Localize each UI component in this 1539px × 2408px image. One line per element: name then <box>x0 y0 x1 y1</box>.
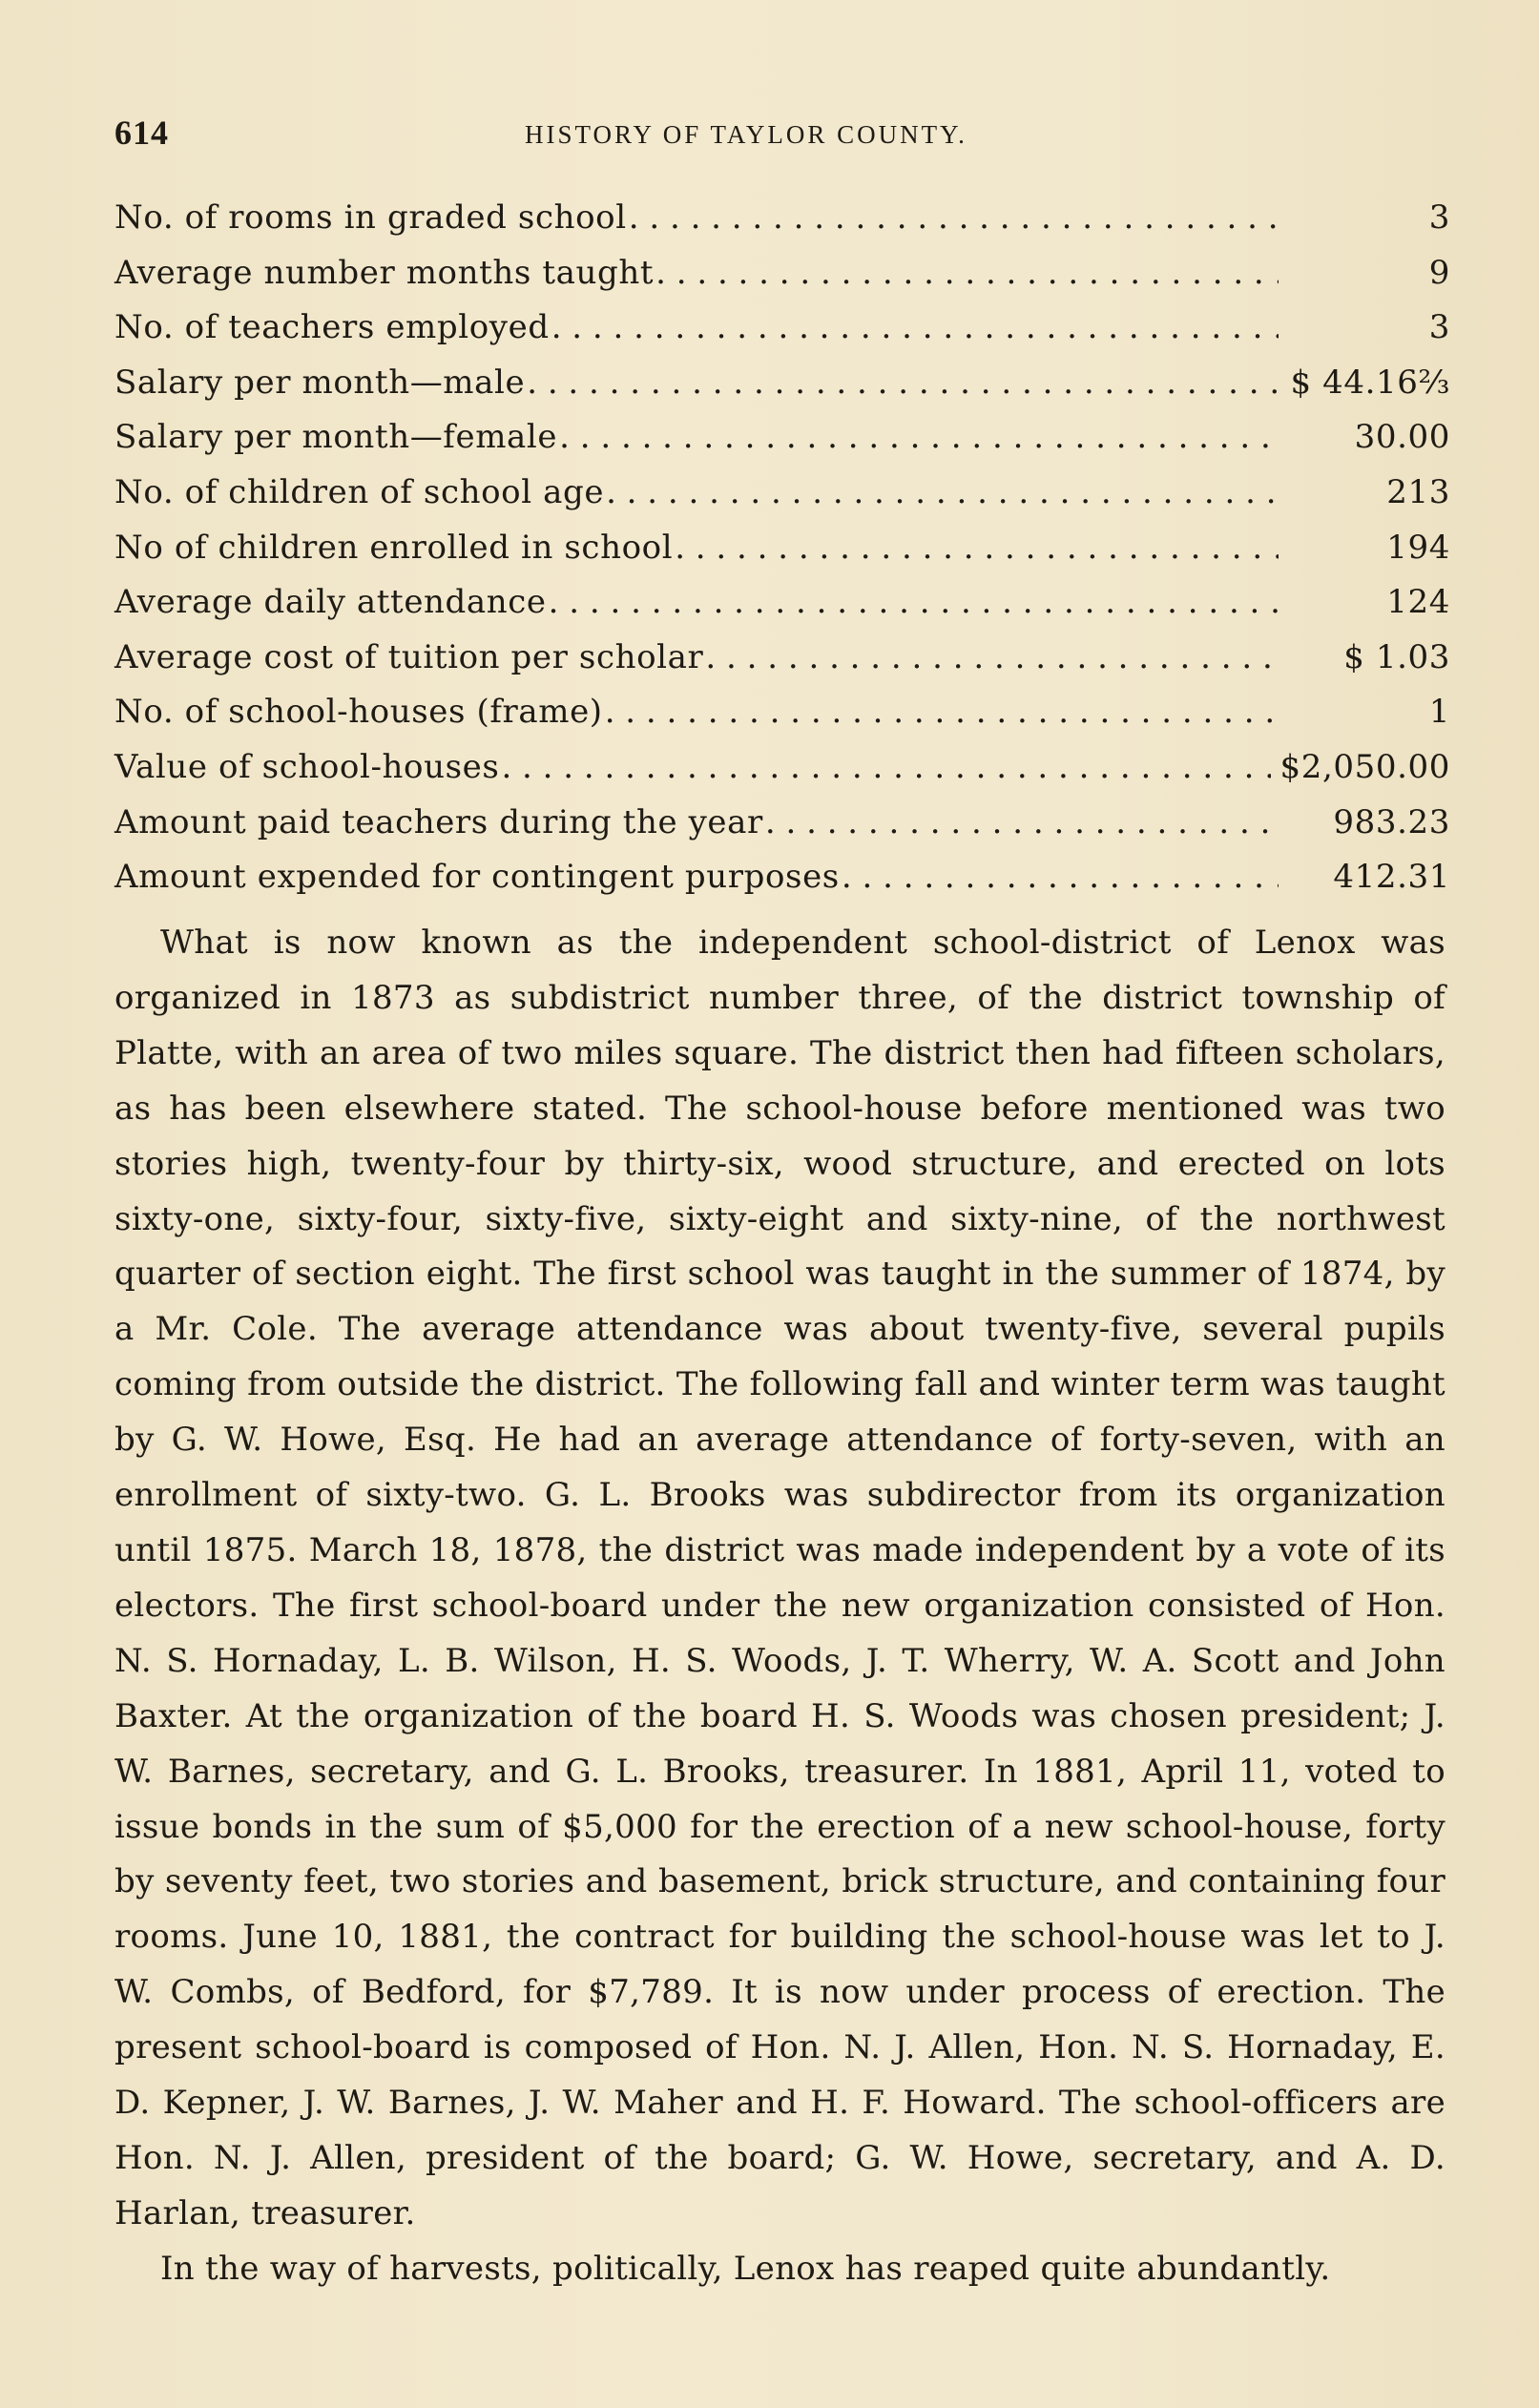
page-header <box>114 113 1450 151</box>
stat-row <box>114 416 1450 471</box>
stat-label: No. of teachers employed <box>114 308 550 347</box>
dot-leader <box>527 362 1279 404</box>
stat-value: $ 44.16⅔ <box>1290 363 1450 402</box>
dot-leader <box>606 471 1279 513</box>
dot-leader <box>559 416 1279 458</box>
stat-label: Average number months taught <box>114 253 655 292</box>
stat-label: Salary per month—female <box>114 418 558 457</box>
stat-value: 412.31 <box>1333 858 1450 897</box>
stat-value: 124 <box>1386 583 1450 622</box>
paragraph: In the way of harvests, politically, Lenox has reaped quite abundantly. <box>160 2249 1331 2288</box>
stat-label: Salary per month—male <box>114 363 526 402</box>
stat-row <box>114 801 1450 857</box>
stat-value: 3 <box>1428 308 1450 347</box>
paragraph: What is now known as the independent school-district of Lenox was organized in 1873 as subdistrict number three, of the district township of Platte, with an area of two miles square. The district then had fifteen scholars, as has been elsewhere stated. The school-house before mentioned was two stories high, twenty-four by thirty-six, wood structure, and erected on lots sixty-one, sixty-four, sixty-five, sixty-eight and sixty-nine, of the northwest quarter of section eight. The first school was taught in the summer of 1874, by a Mr. Cole. The average attendance was about twenty-five, several pupils coming from outside the district. The following fall and winter term was taught by G. W. Howe, Esq. He had an average attendance of forty-seven, with an enrollment of sixty-two. G. L. Brooks was subdirector from its organization until 1875. March 18, 1878, the district was made independent by a vote of its electors. The first school-board under the new organization consisted of Hon. N. S. Hornaday, L. B. Wilson, H. S. Woods, J. T. Wherry, W. A. Scott and John Baxter. At the organization of the board H. S. Woods was chosen president; J. W. Barnes, secretary, and G. L. Brooks, treasurer. In 1881, April 11, voted to issue bonds in the sum of $5,000 for the erection of a new school-house, forty by seventy feet, two stories and basement, brick structure, and containing four rooms. June 10, 1881, the contract for building the school-house was let to J. W. Combs, of Bedford, for $7,789. It is now under process of erection. The present school-board is composed of Hon. N. J. Allen, Hon. N. S. Hornaday, E. D. Kepner, J. W. Barnes, J. W. Maher and H. F. Howard. The school-officers are Hon. N. J. Allen, president of the board; G. W. Howe, secretary, and A. D. Harlan, treasurer. <box>114 924 1445 2232</box>
school-statistics-table <box>114 197 1450 911</box>
dot-leader <box>629 197 1279 239</box>
stat-value: $2,050.00 <box>1279 747 1450 786</box>
dot-leader <box>705 636 1279 678</box>
stat-label: Average cost of tuition per scholar <box>114 637 704 676</box>
stat-row <box>114 581 1450 636</box>
dot-leader <box>549 581 1279 623</box>
page-number: 614 <box>114 114 169 152</box>
stat-row <box>114 746 1450 801</box>
stat-label: No. of school-houses (frame) <box>114 693 603 732</box>
dot-leader <box>842 856 1279 898</box>
running-title: HISTORY OF TAYLOR COUNTY. <box>525 120 967 149</box>
stat-row <box>114 636 1450 692</box>
stat-row <box>114 856 1450 911</box>
stat-row <box>114 197 1450 252</box>
dot-leader <box>675 527 1279 569</box>
stat-value: 194 <box>1386 528 1450 567</box>
stat-value: 9 <box>1428 253 1450 292</box>
dot-leader <box>501 746 1270 788</box>
stat-label: Average daily attendance <box>114 583 547 622</box>
stat-label: No. of children of school age <box>114 472 605 511</box>
stat-row <box>114 471 1450 527</box>
stat-value: 3 <box>1428 198 1450 237</box>
stat-label: No of children enrolled in school <box>114 528 674 567</box>
stat-label: Amount expended for contingent purposes <box>114 858 840 897</box>
stat-label: Amount paid teachers during the year <box>114 802 763 841</box>
stat-label: Value of school-houses <box>114 747 500 786</box>
body-text <box>114 916 1445 2297</box>
stat-value: 213 <box>1386 472 1450 511</box>
dot-leader <box>655 252 1279 294</box>
dot-leader <box>551 306 1279 348</box>
stat-row <box>114 362 1450 417</box>
dot-leader <box>765 801 1279 843</box>
stat-value: 30.00 <box>1354 418 1450 457</box>
stat-value: 983.23 <box>1333 802 1450 841</box>
stat-row <box>114 691 1450 746</box>
dot-leader <box>605 691 1279 733</box>
stat-value: 1 <box>1428 693 1450 732</box>
stat-row <box>114 306 1450 362</box>
stat-row <box>114 252 1450 307</box>
stat-value: $ 1.03 <box>1343 637 1450 676</box>
stat-row <box>114 527 1450 582</box>
stat-label: No. of rooms in graded school <box>114 198 627 237</box>
